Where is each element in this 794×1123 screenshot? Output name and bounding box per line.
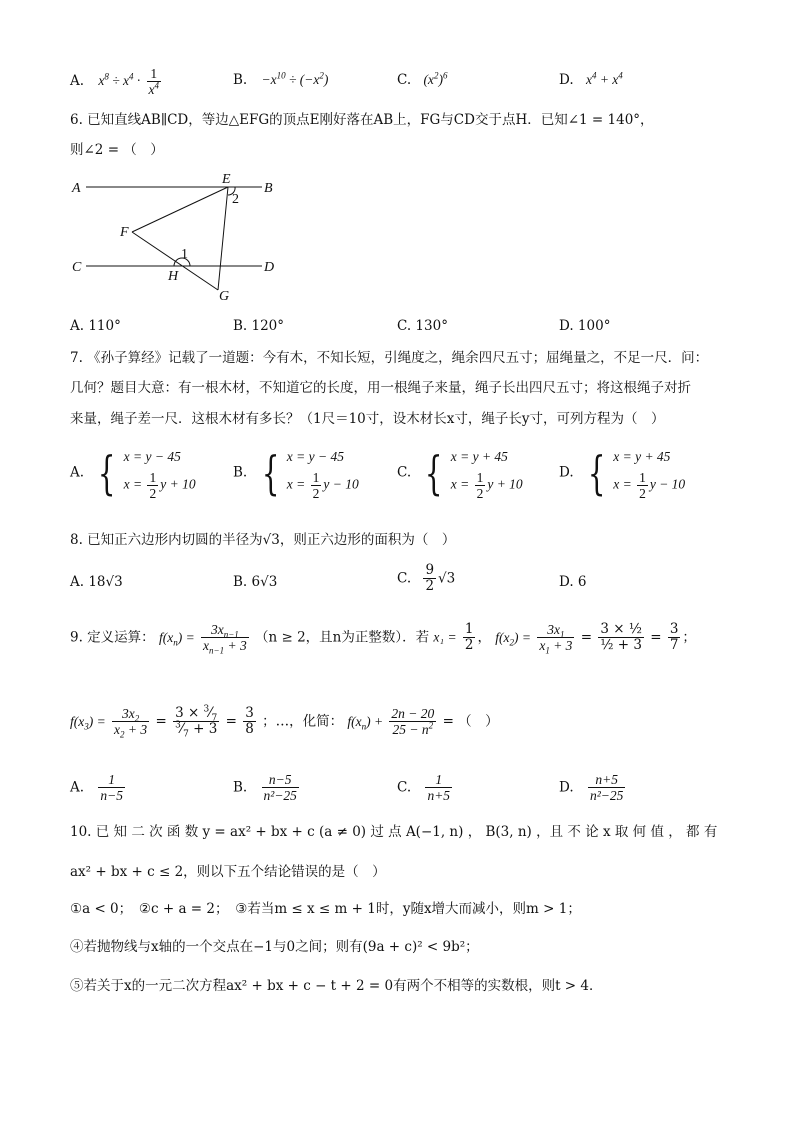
- q7-b-eq1: x = y − 45: [286, 449, 345, 464]
- q10-stem-line2: ax² + bx + c ≤ 2，则以下五个结论错误的是（ ）: [70, 864, 386, 880]
- q7-a-eq2-pre: x =: [123, 476, 146, 492]
- q5-option-d-label: D.: [559, 72, 574, 88]
- q9-option-c: [397, 772, 454, 803]
- q9-stem-line1: 9. 定义运算： $f(x_n)$ = $\frac{3x_{n-1}}{x_{n-1} + 3}$ （n ≥ 2，且n为正整数）．若 x₁ = $\frac{1}{2}$ ， $f(x_2)$ = $\frac{3x_1}{x_1 + 3}$ = $\frac{\text{3 × ½}}{\text{½ + 3}}$ = $\frac{3}{7}$ ；: [70, 621, 696, 656]
- q7-a-eq2-post: y + 10: [160, 476, 196, 492]
- q8-c-numerator: 9: [425, 562, 435, 578]
- q9-a-den: n−5: [100, 788, 123, 803]
- q9-end: = （ ）: [442, 713, 499, 730]
- q9-d-num: n+5: [588, 772, 625, 788]
- q9-option-d: [559, 772, 627, 803]
- q5-option-b-label: B.: [233, 72, 248, 88]
- label-e: E: [222, 172, 231, 187]
- q8-option-b: B. 6√3: [233, 574, 278, 590]
- brace-icon: {: [425, 445, 443, 500]
- q8-option-c-label: C.: [397, 570, 412, 587]
- q8-c-radical: √3: [438, 570, 456, 587]
- q7-stem-line3: 来量，绳子差一尺．这根木材有多长？（1尺＝10寸，设木材长x寸，绳子长y寸，可列方程为（ ）: [70, 411, 665, 427]
- q7-d-eq2-pre: x =: [613, 476, 636, 492]
- label-c: C: [72, 260, 82, 275]
- q7-d-eq1: x = y + 45: [613, 449, 671, 464]
- q7-option-b: B. { x = y − 45 x = $\frac{1}{2}$ y − 10: [233, 445, 359, 501]
- q9-b-num: n−5: [262, 772, 299, 788]
- q5-option-a: A. $x^8 \div x^4$ · $\frac{1}{x^4}$: [70, 66, 160, 97]
- q9-condition: （n ≥ 2，且n为正整数）．若: [255, 629, 430, 646]
- q9-option-a-label: A.: [70, 779, 85, 796]
- q7-option-b-label: B.: [233, 464, 248, 481]
- q7-b-eq2-post: y − 10: [323, 476, 359, 492]
- brace-icon: {: [587, 445, 606, 500]
- q7-c-eq1: x = y + 45: [450, 449, 508, 464]
- q7-d-eq2-post: y − 10: [649, 476, 686, 492]
- q9-option-d-label: D.: [559, 779, 574, 796]
- q6-option-d: D. 100°: [559, 318, 611, 334]
- label-2: 2: [232, 192, 239, 207]
- q5-option-d: D. $x^4 + x^4$: [559, 70, 623, 88]
- q9-simplify-label: ；…，化简：: [262, 713, 344, 730]
- q6-option-c: C. 130°: [397, 318, 448, 334]
- q9-c-den: n+5: [427, 788, 451, 803]
- q5-a-fraction: $\frac{1}{x^4}$: [148, 66, 160, 97]
- q7-a-eq1: x = y − 45: [123, 449, 181, 464]
- label-1: 1: [181, 247, 188, 262]
- q7-option-c-label: C.: [397, 464, 412, 481]
- q6-option-a: A. 110°: [70, 318, 121, 334]
- q10-item-4: ④若抛物线与x轴的一个交点在−1与0之间；则有(9a + c)² < 9b²；: [70, 939, 479, 955]
- q9-d-den: n²−25: [589, 788, 624, 803]
- segment-ef: [132, 187, 228, 232]
- q5-option-b: B. $-x^{10} \div (-x^2)$: [233, 70, 329, 88]
- q8-option-a: A. 18√3: [70, 574, 123, 590]
- q9-c-num: 1: [425, 772, 452, 788]
- brace-icon: {: [261, 445, 279, 500]
- label-d: D: [264, 260, 275, 275]
- q8-stem: 8. 已知正六边形内切圆的半径为√3，则正六边形的面积为（ ）: [70, 532, 456, 548]
- q9-stem-line2: $f(x_3)$ = $\frac{3x_2}{x_2 + 3}$ = $\frac{3 \times ^3⁄_7}{^3⁄_7 + 3}$ = $\frac{3}{8}$ ；…，化简： $f(x_n)$ + $\frac{2n - 20}{25 - n^2}$ = （ ）: [70, 704, 499, 740]
- q7-stem-line2: 几何？题目大意：有一根木材，不知道它的长度，用一根绳子来量，绳子长出四尺五寸；将这根绳子对折: [70, 380, 691, 396]
- q9-option-b: [233, 772, 301, 803]
- q7-stem-line1: 7. 《孙子算经》记载了一道题：今有木，不知长短，引绳度之，绳余四尺五寸；屈绳量之，不足一尺．问：: [70, 350, 709, 366]
- q8-option-c: [397, 563, 455, 594]
- q8-c-denominator: 2: [425, 578, 435, 594]
- q9-b-den: n²−25: [263, 788, 297, 803]
- q7-c-eq2-pre: x =: [450, 476, 473, 492]
- label-a: A: [72, 181, 81, 196]
- q6-geometry-figure: [70, 172, 300, 307]
- q7-option-a: A. { x = y − 45 x = $\frac{1}{2}$ y + 10: [70, 445, 196, 501]
- label-f: F: [120, 225, 129, 240]
- q10-items-1-3: ①a < 0； ②c + a = 2； ③若当m ≤ x ≤ m + 1时，y随x增大而减小，则m > 1；: [70, 901, 581, 917]
- q9-intro: 9. 定义运算：: [70, 629, 155, 646]
- q7-c-eq2-post: y + 10: [487, 476, 523, 492]
- q9-a-num: 1: [98, 772, 125, 788]
- q5-option-a-label: A.: [70, 73, 85, 89]
- q5-option-c-label: C.: [397, 72, 412, 88]
- q9-x1: x₁ =: [433, 629, 457, 645]
- q7-b-eq2-pre: x =: [286, 476, 309, 492]
- q5-option-c: C. $(x^2)^6$: [397, 70, 448, 88]
- q7-option-a-label: A.: [70, 464, 85, 481]
- q10-item-5: ⑤若关于x的一元二次方程ax² + bx + c − t + 2 = 0有两个不相等的实数根，则t > 4．: [70, 978, 603, 994]
- q9-option-c-label: C.: [397, 779, 412, 796]
- q8-option-d: D. 6: [559, 574, 587, 590]
- brace-icon: {: [98, 445, 116, 500]
- segment-eg: [218, 187, 228, 290]
- q9-option-a: [70, 772, 127, 803]
- q10-stem-line1: 10. 已 知 二 次 函 数 y = ax² + bx + c (a ≠ 0) 过 点 A(−1, n) ， B(3, n) ，且 不 论 x 取 何 值 ， 都 有: [70, 824, 718, 840]
- q9-option-b-label: B.: [233, 779, 248, 796]
- label-g: G: [219, 289, 230, 304]
- q6-option-b: B. 120°: [233, 318, 285, 334]
- q6-stem-line1: 6. 已知直线AB∥CD，等边△EFG的顶点E刚好落在AB上，FG与CD交于点H．已知∠1 = 140°，: [70, 112, 654, 128]
- q7-option-d: D. { x = y + 45 x = $\frac{1}{2}$ y − 10: [559, 445, 686, 501]
- q7-option-d-label: D.: [559, 464, 574, 481]
- label-h: H: [168, 269, 179, 284]
- q7-option-c: C. { x = y + 45 x = $\frac{1}{2}$ y + 10: [397, 445, 523, 501]
- label-b: B: [264, 181, 273, 196]
- q6-stem-line2: 则∠2 = （ ）: [70, 142, 164, 158]
